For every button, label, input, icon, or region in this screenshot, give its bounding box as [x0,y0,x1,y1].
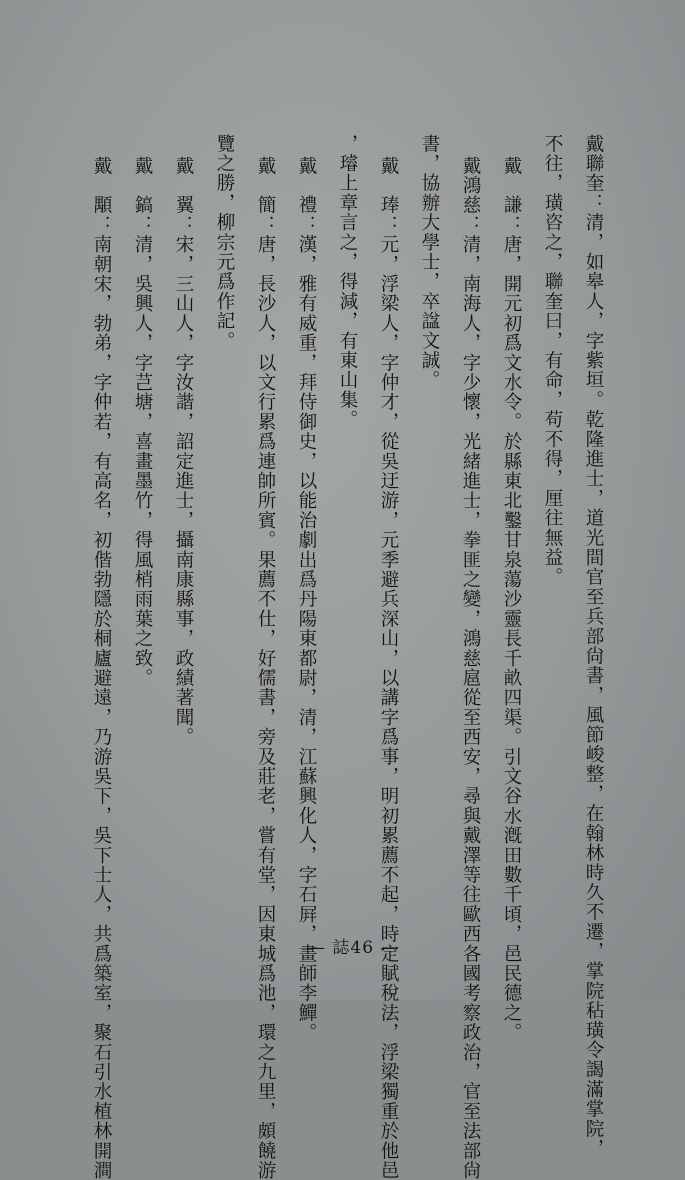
text-column-5: 書，協辦大學士，卒諡文誠。 [419,134,440,391]
text-column-13: 戴 顒：南朝宋，勃弟，字仲若，有高名，初偕勃隱於桐廬避遠，乃游吳下，吳下士人，共爲築室，聚石引水植林開澗 [91,156,112,1180]
page-number: — 誌46 — [308,938,399,958]
text-column-10: 覽之勝，柳宗元爲作記。 [214,134,235,351]
text-column-6: 戴 琫：元，浮梁人，字仲才，從吳迂游，元季避兵深山，以講字爲事，明初累薦不起，時定賦稅法，浮梁獨重於他邑 [378,156,399,1180]
text-column-11: 戴 翼：宋，三山人，字汝諧，詔定進士，攝南康縣事，政績著聞。 [173,156,194,747]
text-column-4: 戴鴻慈：清，南海人，字少懷，光緒進士，拳匪之變，鴻慈扈從至西安，尋與戴澤等往歐西各國考察政治，官至法部尙 [460,156,481,1180]
text-column-7: ，璿上章言之，得減，有東山集。 [337,134,358,430]
text-column-3: 戴 謙：唐，開元初爲文水令。於縣東北鑿甘泉蕩沙靈長千畝四渠。引文谷水漑田數千頃，邑民德之。 [501,156,522,1043]
text-column-2: 不往，璜咨之，聯奎曰，有命，苟不得，厘往無益。 [542,134,563,588]
text-column-12: 戴 鎬：清，吳興人，字芑塘，喜畫墨竹，得風梢雨葉之致。 [132,156,153,688]
text-column-9: 戴 簡：唐，長沙人，以文行累爲連帥所賓。果薦不仕，好儒書，旁及莊老，嘗有堂，因東城爲池，環之九里，頗饒游 [255,156,276,1180]
text-column-1: 戴聯奎：清，如皋人，字紫垣。乾隆進士，道光間官至兵部尙書，風節峻整，在翰林時久不遷，掌院秥璜令謁滿掌院， [583,134,604,1159]
text-column-8: 戴 禮：漢，雅有威重，拜侍御史，以能治劇出爲丹陽東都尉，清，江蘇興化人，字石屛，畫師李鱓。 [296,156,317,1043]
